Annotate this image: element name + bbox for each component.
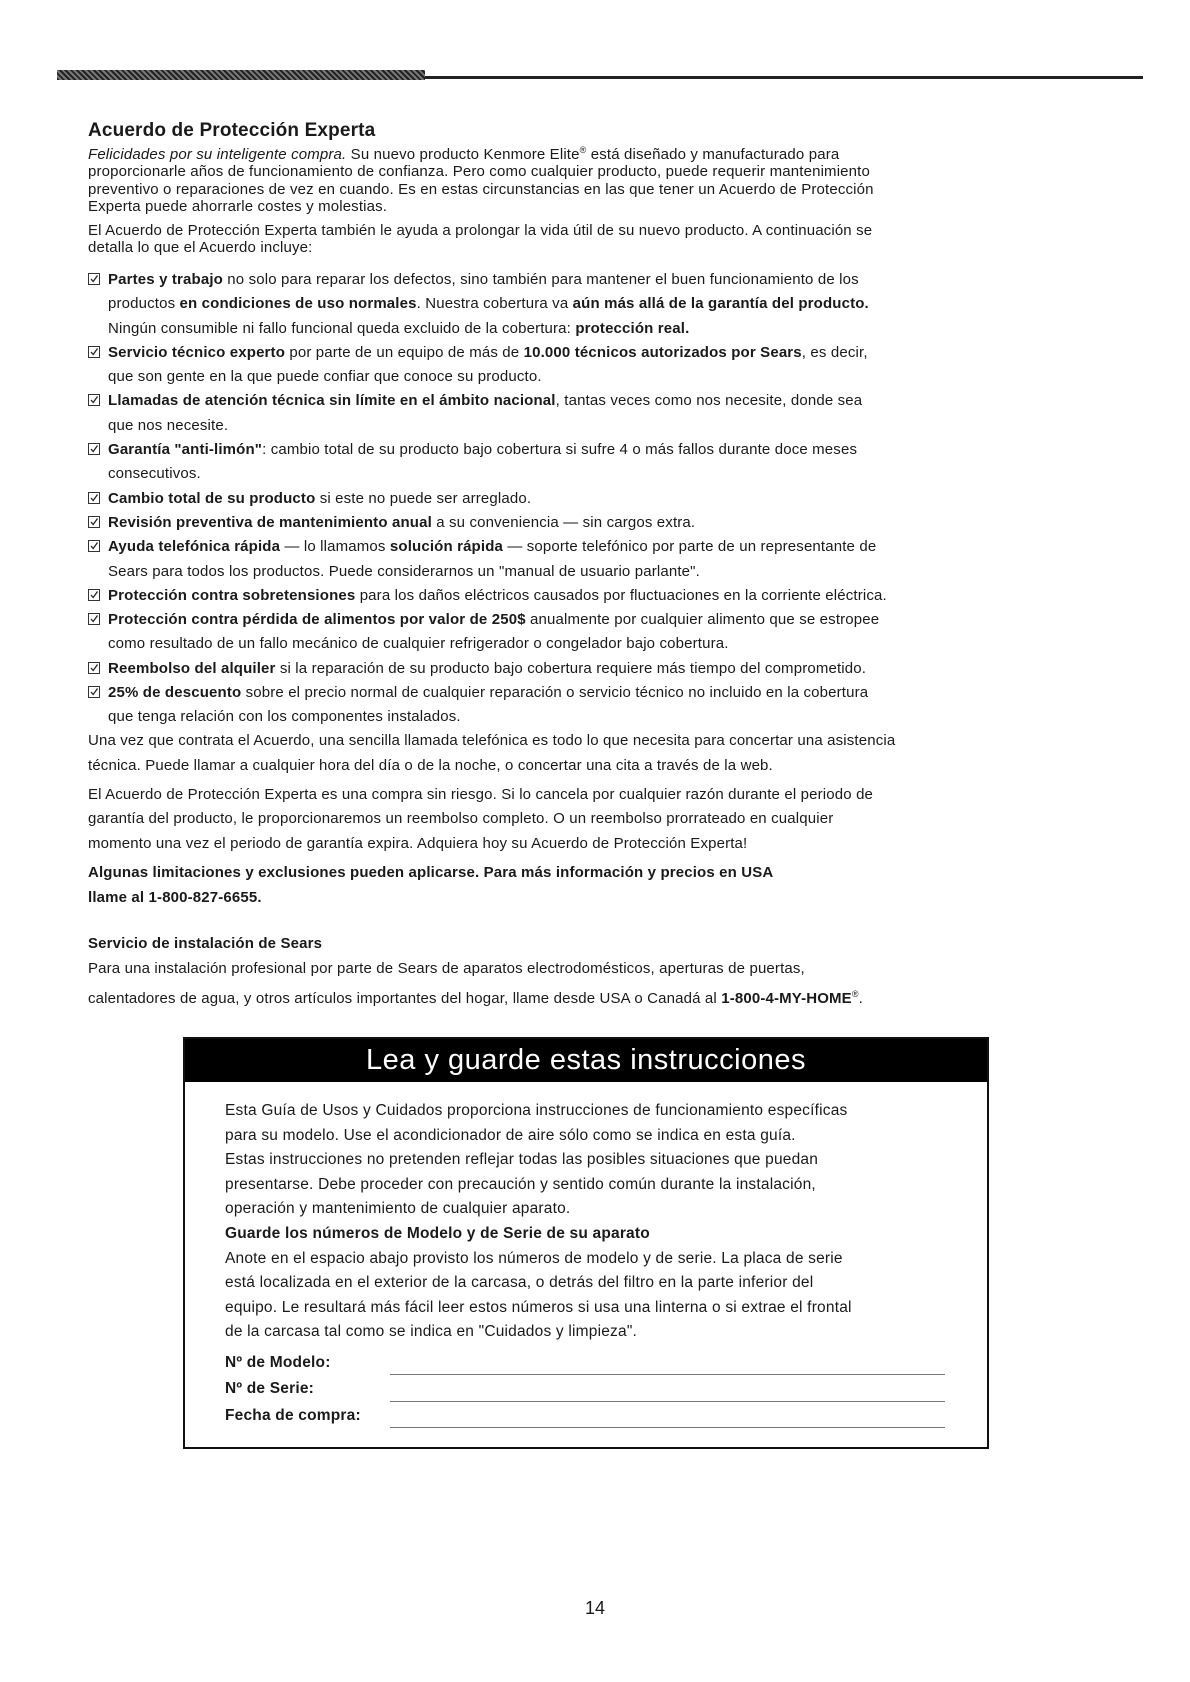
benefit-item [88, 268, 1118, 341]
install-paragraph [88, 957, 1118, 1012]
text-span: Sears para todos los productos. Puede considerarnos un "manual de usuario parlante". [108, 562, 700, 580]
header-line [425, 76, 1143, 79]
text-line [88, 222, 1118, 239]
benefits-list [88, 268, 1118, 730]
text-line [108, 365, 1118, 389]
box-body [225, 1099, 945, 1428]
box-subtitle: Guarde los números de Modelo y de Serie de su aparato [225, 1224, 650, 1242]
text-line [108, 584, 1118, 608]
text-span: Para una instalación profesional por parte de Sears de aparatos electrodomésticos, aperturas de puertas, [88, 959, 805, 977]
text-line [108, 268, 1118, 292]
text-line [108, 608, 1118, 632]
text-span: que tenga relación con los componentes instalados. [108, 708, 461, 726]
text-span: Ningún consumible ni fallo funcional queda excluido de la cobertura: [108, 319, 576, 337]
text-span: si la reparación de su producto bajo cobertura requiere más tiempo del comprometido. [275, 659, 867, 677]
text-span: sobre el precio normal de cualquier reparación o servicio técnico no incluido en la cobertura [241, 684, 869, 702]
text-span: si este no puede ser arreglado. [315, 489, 532, 507]
text-span: Su nuevo producto Kenmore Elite [346, 146, 580, 163]
text-line [88, 754, 1118, 779]
text-line [88, 198, 1118, 215]
header-hatch-bar [57, 70, 425, 80]
checkbox-checked-icon [88, 516, 100, 528]
bold-text: Protección contra pérdida de alimentos por valor de 250$ [108, 611, 526, 629]
text-span: — lo llamamos [280, 538, 390, 556]
checkbox-checked-icon [88, 394, 100, 406]
bold-text: Revisión preventiva de mantenimiento anual [108, 513, 432, 531]
text-span: El Acuerdo de Protección Experta también le ayuda a prolongar la vida útil de su nuevo producto. A continuación se [88, 222, 873, 240]
model-number-field[interactable] [225, 1349, 945, 1376]
text-line [225, 1099, 945, 1124]
text-span: Esta Guía de Usos y Cuidados proporciona instrucciones de funcionamiento específicas [225, 1102, 848, 1119]
text-span: garantía del producto, le proporcionaremos un reembolso completo. O un reembolso prorrateado en cualquier [88, 810, 834, 828]
bold-text: 10.000 técnicos autorizados por Sears [523, 343, 802, 361]
text-line [225, 1320, 945, 1345]
text-line [88, 783, 1118, 808]
text-line [108, 657, 1118, 681]
benefit-item [88, 341, 1118, 390]
checkbox-checked-icon [88, 613, 100, 625]
benefit-item [88, 535, 1118, 584]
text-line [88, 163, 1118, 180]
text-line [88, 181, 1118, 198]
bold-text: llame al 1-800-827-6655. [88, 888, 262, 906]
bold-text: Reembolso del alquiler [108, 659, 276, 677]
bold-text: protección real. [575, 319, 690, 337]
text-span: equipo. Le resultará más fácil leer estos números si usa una linterna o si extrae el frontal [225, 1298, 852, 1316]
text-line [225, 1271, 945, 1296]
intro-section [88, 120, 1118, 257]
purchase-date-label: Fecha de compra: [225, 1406, 361, 1424]
text-span: Una vez que contrata el Acuerdo, una sencilla llamada telefónica es todo lo que necesita para concertar una asistencia [88, 732, 896, 749]
text-span: momento una vez el periodo de garantía expira. Adquiera hoy su Acuerdo de Protección Experta! [88, 835, 748, 853]
text-span: productos [108, 295, 180, 313]
benefit-item [88, 608, 1118, 657]
text-line [88, 886, 1118, 911]
text-span: , tantas veces como nos necesite, donde sea [555, 392, 863, 410]
text-line [225, 1148, 945, 1173]
bold-text: aún más allá de la garantía del producto. [572, 295, 869, 313]
text-span: que son gente en la que puede confiar que conoce su producto. [108, 368, 542, 386]
bold-text: Garantía "anti-limón" [108, 441, 263, 459]
purchase-date-field[interactable] [225, 1402, 945, 1429]
text-span: para los daños eléctricos causados por fluctuaciones en la corriente eléctrica. [355, 586, 887, 604]
text-span: . [858, 989, 863, 1007]
text-line [108, 560, 1118, 584]
text-span: — soporte telefónico por parte de un representante de [503, 538, 877, 556]
bold-text: solución rápida [389, 538, 503, 556]
benefit-item [88, 681, 1118, 730]
bold-text: Cambio total de su producto [108, 489, 316, 507]
text-line [108, 632, 1118, 656]
text-span: de la carcasa tal como se indica en "Cuidados y limpieza". [225, 1323, 638, 1341]
text-span: Experta puede ahorrarle costes y molestias. [88, 197, 388, 215]
bold-text: Algunas limitaciones y exclusiones pueden aplicarse. Para más información y precios en USA [88, 863, 774, 881]
checkbox-checked-icon [88, 540, 100, 552]
bold-text: en condiciones de uso normales [179, 295, 417, 313]
text-line [225, 1247, 945, 1272]
text-span: proporcionarle años de funcionamiento de confianza. Pero como cualquier producto, puede requerir mantenimiento [88, 163, 870, 181]
text-line [225, 1296, 945, 1321]
text-line [88, 142, 1118, 163]
text-line [108, 292, 1118, 316]
serial-number-label: Nº de Serie: [225, 1380, 315, 1398]
text-line [108, 341, 1118, 365]
checkbox-checked-icon [88, 492, 100, 504]
box-paragraph-1 [225, 1099, 945, 1222]
text-line [88, 239, 1118, 256]
text-line [108, 705, 1118, 729]
text-span: técnica. Puede llamar a cualquier hora del día o de la noche, o concertar una cita a través de la web. [88, 756, 773, 774]
text-span: está localizada en el exterior de la carcasa, o detrás del filtro en la parte inferior del [225, 1274, 814, 1292]
serial-number-line[interactable] [390, 1385, 945, 1402]
text-line [225, 1173, 945, 1198]
bold-text: Partes y trabajo [108, 271, 223, 288]
text-line [88, 861, 1118, 886]
registered-mark: ® [579, 145, 587, 155]
checkbox-checked-icon [88, 686, 100, 698]
paragraph-limitations [88, 861, 1118, 911]
text-line [225, 1197, 945, 1222]
bold-text: Ayuda telefónica rápida [108, 538, 281, 556]
text-span: , es decir, [801, 343, 868, 361]
text-span: como resultado de un fallo mecánico de cualquier refrigerador o congelador bajo cobertura. [108, 635, 729, 653]
benefit-item [88, 487, 1118, 511]
text-line [108, 414, 1118, 438]
intro-paragraph-2 [88, 222, 1118, 257]
text-span: Anote en el espacio abajo provisto los números de modelo y de serie. La placa de serie [225, 1249, 843, 1267]
benefit-item [88, 584, 1118, 608]
bold-text: 25% de descuento [108, 684, 242, 702]
box-title: Lea y guarde estas instrucciones [185, 1039, 987, 1082]
text-line [108, 487, 1118, 511]
install-title: Servicio de instalación de Sears [88, 935, 323, 952]
checkbox-checked-icon [88, 662, 100, 674]
text-span: anualmente por cualquier alimento que se estropee [525, 611, 880, 629]
model-number-line[interactable] [390, 1358, 945, 1375]
benefit-item [88, 438, 1118, 487]
text-line [108, 511, 1118, 535]
checkbox-checked-icon [88, 273, 100, 285]
text-line [88, 982, 1118, 1012]
text-span: consecutivos. [108, 465, 201, 483]
save-instructions-box [183, 1037, 989, 1449]
text-span: por parte de un equipo de más de [285, 343, 524, 361]
text-span: detalla lo que el Acuerdo incluye: [88, 239, 313, 257]
text-line [88, 807, 1118, 832]
serial-number-field[interactable] [225, 1375, 945, 1402]
text-line [88, 957, 1118, 982]
install-section [88, 932, 1118, 1011]
model-number-label: Nº de Modelo: [225, 1353, 331, 1371]
header-rule [57, 70, 1143, 80]
checkbox-checked-icon [88, 443, 100, 455]
text-span: está diseñado y manufacturado para [586, 146, 840, 163]
bold-text: Protección contra sobretensiones [108, 586, 356, 604]
text-span: El Acuerdo de Protección Experta es una compra sin riesgo. Si lo cancela por cualquier razón durante el periodo de [88, 785, 874, 803]
text-line [108, 317, 1118, 341]
box-paragraph-2 [225, 1247, 945, 1345]
bold-text: Llamadas de atención técnica sin límite en el ámbito nacional [108, 392, 556, 410]
page-number: 14 [584, 1598, 606, 1618]
text-span: presentarse. Debe proceder con precaución y sentido común durante la instalación, [225, 1175, 816, 1193]
text-span: : cambio total de su producto bajo cobertura si sufre 4 o más fallos durante doce meses [262, 441, 858, 459]
text-span: calentadores de agua, y otros artículos importantes del hogar, llame desde USA o Canadá al [88, 989, 722, 1007]
text-span: Felicidades por su inteligente compra. [88, 146, 347, 163]
closing-section [88, 729, 1118, 911]
checkbox-checked-icon [88, 346, 100, 358]
text-line [108, 462, 1118, 486]
paragraph-contact [88, 729, 1118, 779]
text-line [108, 389, 1118, 413]
text-line [108, 535, 1118, 559]
text-line [108, 681, 1118, 705]
checkbox-checked-icon [88, 589, 100, 601]
bold-text: 1-800-4-MY-HOME [721, 989, 852, 1007]
benefit-item [88, 657, 1118, 681]
registered-mark: ® [851, 988, 859, 999]
text-span: Estas instrucciones no pretenden reflejar todas las posibles situaciones que puedan [225, 1151, 819, 1169]
text-line [108, 438, 1118, 462]
section-title: Acuerdo de Protección Experta [88, 120, 376, 141]
benefit-item [88, 511, 1118, 535]
text-span: operación y mantenimiento de cualquier aparato. [225, 1200, 571, 1218]
paragraph-risk-free [88, 783, 1118, 857]
benefit-item [88, 389, 1118, 438]
text-span: que nos necesite. [108, 416, 229, 434]
text-line [88, 729, 1118, 754]
text-line [88, 832, 1118, 857]
text-span: no solo para reparar los defectos, sino también para mantener el buen funcionamiento de los [222, 271, 859, 288]
text-span: preventivo o reparaciones de vez en cuando. Es en estas circunstancias en las que tener un Acuerdo de Protección [88, 180, 874, 198]
text-line [225, 1124, 945, 1149]
intro-paragraph-1 [88, 142, 1118, 215]
text-span: . Nuestra cobertura va [416, 295, 573, 313]
purchase-date-line[interactable] [390, 1411, 945, 1428]
text-span: para su modelo. Use el acondicionador de aire sólo como se indica en esta guía. [225, 1126, 796, 1144]
bold-text: Servicio técnico experto [108, 343, 286, 361]
text-span: a su conveniencia — sin cargos extra. [431, 513, 696, 531]
